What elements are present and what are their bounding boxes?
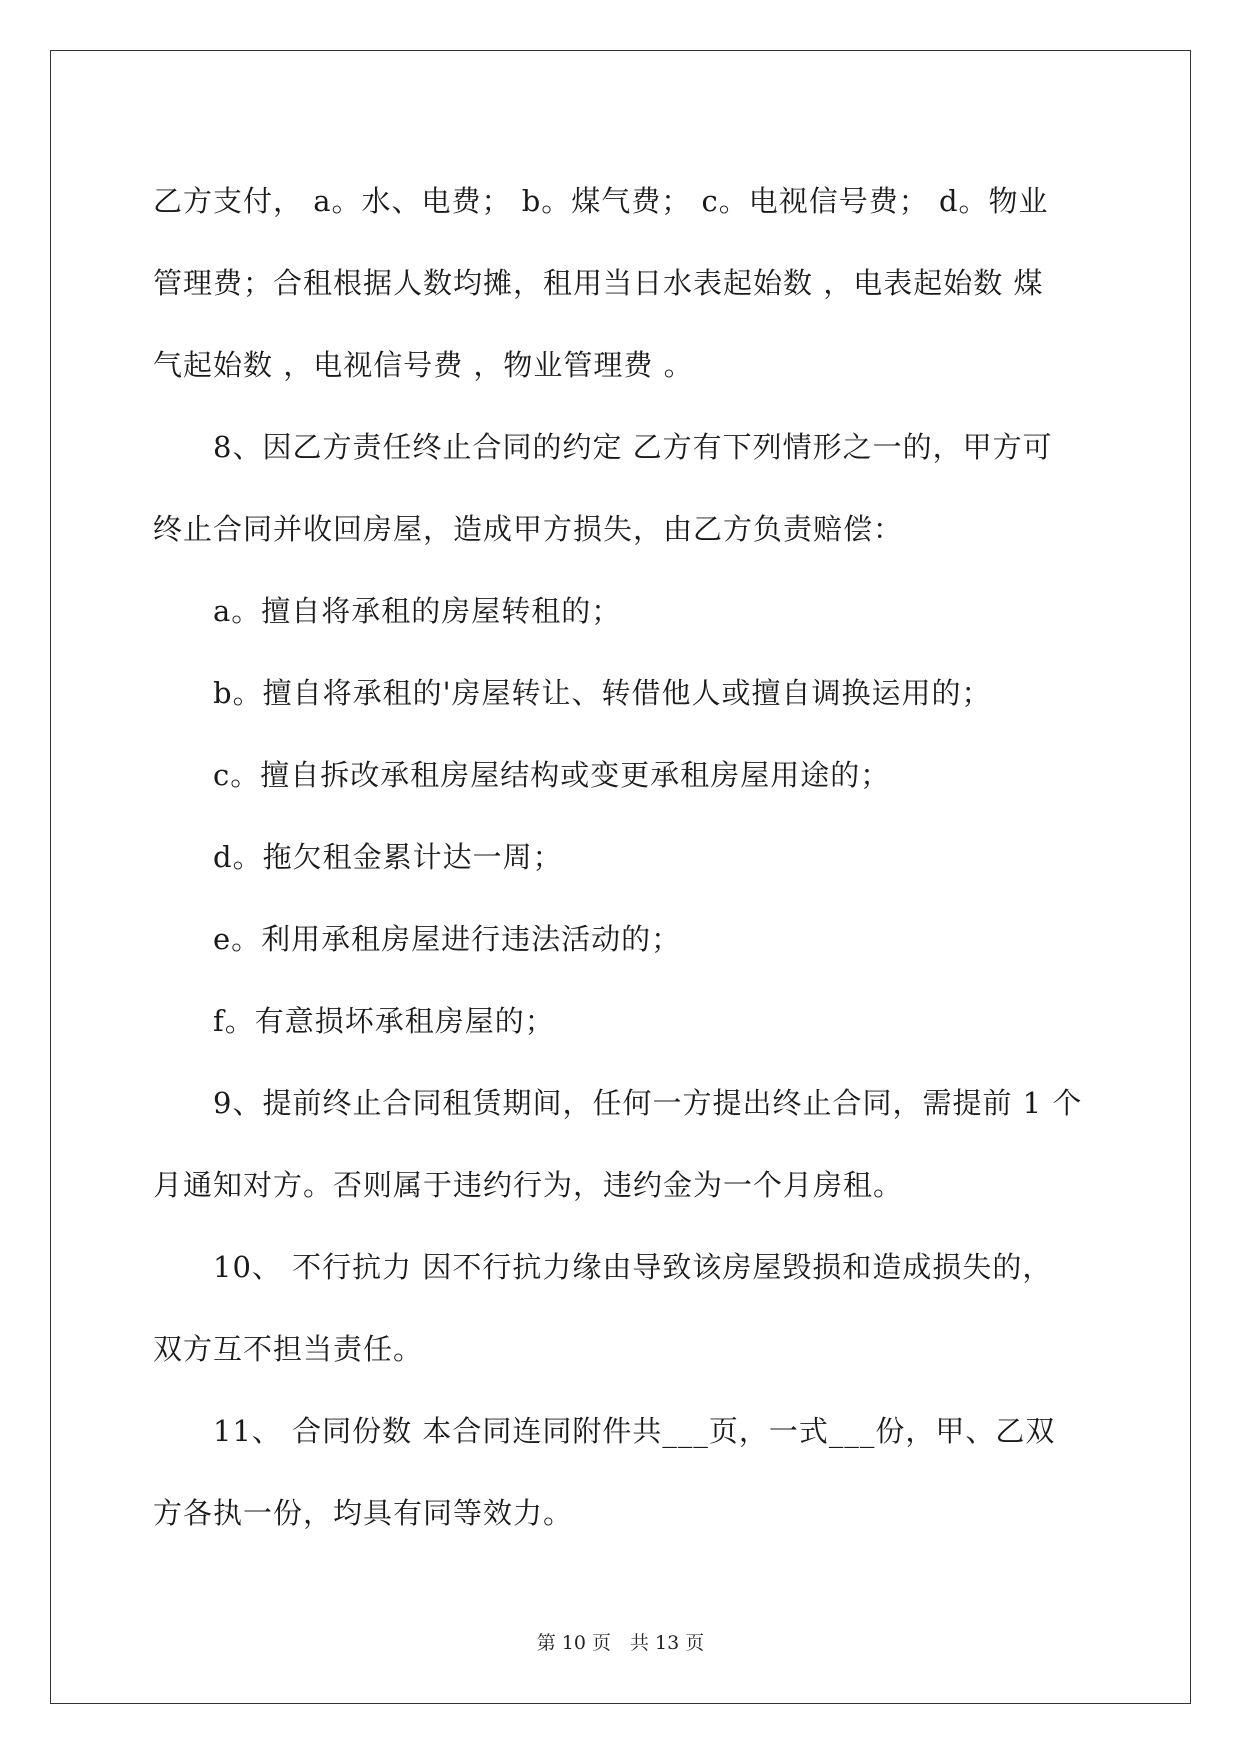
- text-line: e。利用承租房屋进行违法活动的；: [153, 922, 682, 956]
- text-line: 9、提前终止合同租赁期间，任何一方提出终止合同，需提前 1 个: [153, 1086, 1083, 1120]
- text-line: 双方互不担当责任。: [153, 1332, 424, 1366]
- text-line: c。擅自拆改承租房屋结构或变更承租房屋用途的；: [153, 758, 891, 792]
- text-line: 管理费；合租根据人数均摊，租用当日水表起始数 ，电表起始数 煤: [153, 266, 1044, 300]
- text-line: 方各执一份，均具有同等效力。: [153, 1496, 574, 1530]
- text-line: 乙方支付， a。水、电费； b。煤气费； c。电视信号费； d。物业: [153, 184, 1049, 218]
- text-line: d。拖欠租金累计达一周；: [153, 840, 563, 874]
- text-line: f。有意损坏承租房屋的；: [153, 1004, 555, 1038]
- document-body: [153, 160, 1088, 1554]
- text-line: 气起始数 ，电视信号费 ，物业管理费 。: [153, 348, 694, 382]
- text-line: 月通知对方。否则属于违约行为，违约金为一个月房租。: [153, 1168, 904, 1202]
- text-line: a。擅自将承租的房屋转租的；: [153, 594, 622, 628]
- text-line: 8、因乙方责任终止合同的约定 乙方有下列情形之一的，甲方可: [153, 430, 1053, 464]
- text-line: 11、 合同份数 本合同连同附件共___页，一式___份，甲、乙双: [153, 1414, 1056, 1448]
- text-line: b。擅自将承租的'房屋转让、转借他人或擅自调换运用的；: [153, 676, 992, 710]
- text-line: 10、 不行抗力 因不行抗力缘由导致该房屋毁损和造成损失的，: [153, 1250, 1053, 1284]
- text-line: 终止合同并收回房屋，造成甲方损失，由乙方负责赔偿：: [153, 512, 904, 546]
- page-footer: 第 10 页 共 13 页: [536, 1632, 705, 1654]
